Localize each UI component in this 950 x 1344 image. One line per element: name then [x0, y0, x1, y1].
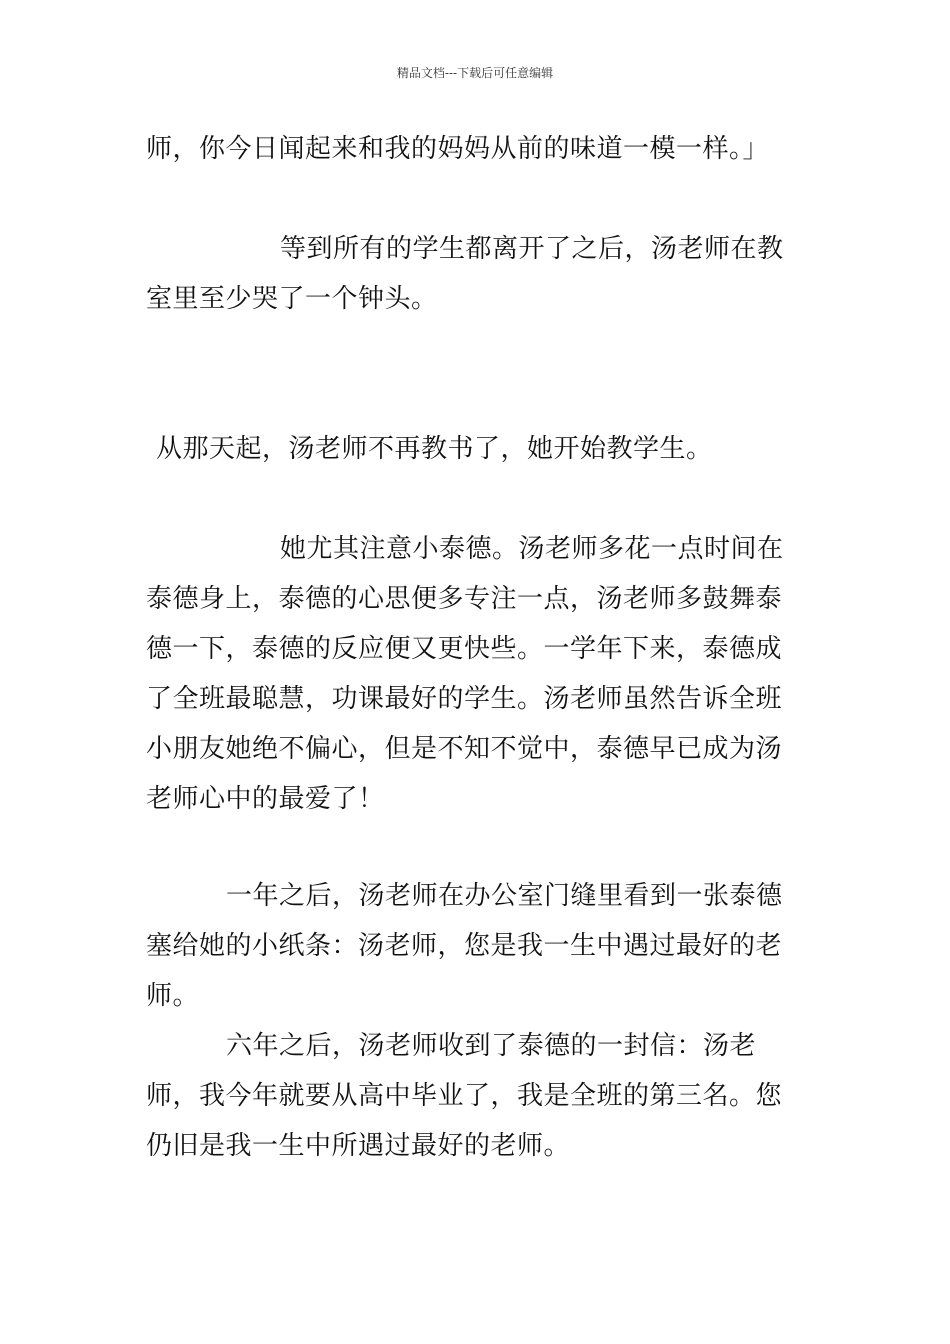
paragraph-1: 师，你今日闻起来和我的妈妈从前的味道一模一样。」	[146, 134, 770, 164]
paragraph-5: 一年之后，汤老师在办公室门缝里看到一张泰德塞给她的小纸条：汤老师，您是我一生中遇过最好的老师。	[146, 881, 783, 1011]
paragraph-6: 六年之后，汤老师收到了泰德的一封信：汤老师，我今年就要从高中毕业了，我是全班的第三名。您仍旧是我一生中所遇过最好的老师。	[146, 1031, 783, 1161]
paragraph-3: 从那天起，汤老师不再教书了，她开始教学生。	[156, 434, 713, 464]
paragraph-4: 她尤其注意小泰德。汤老师多花一点时间在泰德身上，泰德的心思便多专注一点，汤老师多鼓舞泰德一下，泰德的反应便又更快些。一学年下来，泰德成了全班最聪慧，功课最好的学生。汤老师虽然告诉全班小朋友她绝不偏心，但是不知不觉中，泰德早已成为汤老师心中的最爱了！	[146, 534, 784, 814]
paragraph-2: 等到所有的学生都离开了之后，汤老师在教室里至少哭了一个钟头。	[146, 234, 784, 314]
page-header: 精品文档---下载后可任意编辑	[396, 66, 554, 80]
